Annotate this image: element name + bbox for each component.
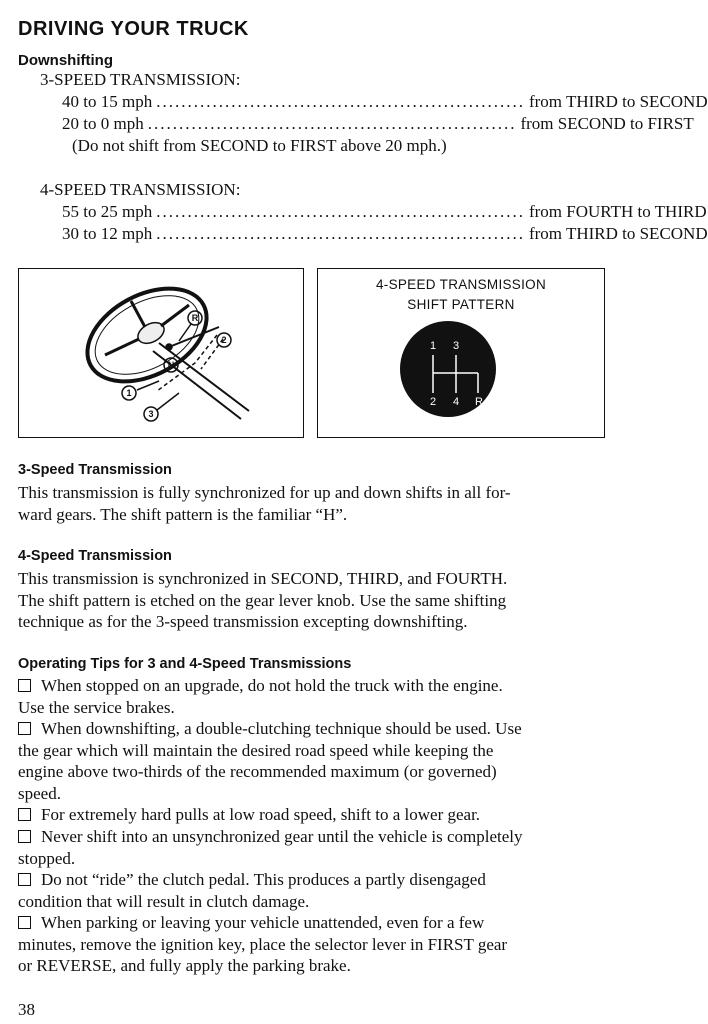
steering-column-shift-figure: [18, 268, 304, 438]
speed-range: 40 to 15 mph: [62, 92, 153, 111]
three-speed-note: (Do not shift from SECOND to FIRST above 20 mph.): [72, 136, 447, 155]
text-line: This transmission is fully synchronized for up and down shifts in all for-: [18, 483, 511, 502]
shift-instruction: from THIRD to SECOND: [528, 224, 708, 243]
text-line: ward gears. The shift pattern is the familiar “H”.: [18, 504, 348, 524]
knob-gear-2: 2: [429, 396, 437, 408]
speed-range: 55 to 25 mph: [62, 202, 153, 221]
shift-pattern-figure: [317, 268, 605, 438]
callout-1: 1: [126, 388, 132, 398]
page-number: 38: [18, 1000, 35, 1019]
tip-text-continued: minutes, remove the ignition key, place the selector lever in FIRST gear: [18, 934, 508, 954]
three-speed-row: [62, 92, 708, 114]
callout-2: 2: [221, 335, 227, 345]
four-speed-row: [62, 202, 707, 224]
four-speed-section-heading: 4-Speed Transmission: [18, 548, 172, 564]
tip-text: When stopped on an upgrade, do not hold the truck with the engine.: [41, 676, 503, 695]
tip-item: [18, 869, 608, 912]
shift-instruction: from SECOND to FIRST: [520, 114, 694, 133]
page-title: DRIVING YOUR TRUCK: [18, 18, 249, 40]
checkbox-icon: [18, 679, 31, 692]
checkbox-icon: [18, 873, 31, 886]
tip-text: When parking or leaving your vehicle unattended, even for a few: [41, 913, 485, 932]
knob-gear-4: 4: [452, 396, 460, 408]
tip-text-continued: stopped.: [18, 848, 76, 868]
dot-leader: ...........................................................: [147, 114, 517, 133]
dot-leader: ...........................................................: [156, 92, 525, 111]
callout-n: N: [167, 360, 175, 370]
steering-wheel-illustration: [19, 269, 303, 437]
knob-gear-1: 1: [429, 340, 437, 352]
checkbox-icon: [18, 916, 31, 929]
operating-tips-heading: Operating Tips for 3 and 4-Speed Transmissions: [18, 656, 352, 672]
tip-item: [18, 804, 608, 826]
dot-leader: ...........................................................: [156, 224, 525, 243]
text-line: This transmission is synchronized in SECOND, THIRD, and FOURTH.: [18, 569, 508, 588]
three-speed-row: [62, 114, 694, 136]
callout-r: R: [191, 313, 199, 323]
tip-item: [18, 718, 608, 804]
tip-text-continued: engine above two-thirds of the recommended maximum (or governed): [18, 762, 497, 781]
tip-text: When downshifting, a double-clutching technique should be used. Use: [41, 719, 522, 738]
tip-text-continued: condition that will result in clutch damage.: [18, 891, 310, 911]
tip-item: [18, 826, 608, 869]
speed-range: 30 to 12 mph: [62, 224, 153, 243]
tip-item: [18, 912, 608, 977]
speed-range: 20 to 0 mph: [62, 114, 144, 133]
checkbox-icon: [18, 808, 31, 821]
checkbox-icon: [18, 830, 31, 843]
dot-leader: ...........................................................: [156, 202, 525, 221]
tip-text-continued: Use the service brakes.: [18, 697, 175, 717]
three-speed-heading: 3-SPEED TRANSMISSION:: [40, 70, 241, 89]
shift-pattern-subtitle: SHIFT PATTERN: [407, 297, 515, 312]
tip-text-continued: or REVERSE, and fully apply the parking brake.: [18, 956, 351, 975]
four-speed-heading: 4-SPEED TRANSMISSION:: [40, 180, 241, 199]
four-speed-row: [62, 224, 708, 246]
tip-text: Do not “ride” the clutch pedal. This produces a partly disengaged: [41, 870, 486, 889]
checkbox-icon: [18, 722, 31, 735]
tip-item: [18, 675, 608, 718]
shift-instruction: from THIRD to SECOND: [528, 92, 708, 111]
tip-text-continued: speed.: [18, 783, 61, 803]
callout-3: 3: [148, 409, 154, 419]
tip-text: For extremely hard pulls at low road speed, shift to a lower gear.: [41, 805, 481, 824]
three-speed-section-heading: 3-Speed Transmission: [18, 462, 172, 478]
tip-text: Never shift into an unsynchronized gear until the vehicle is completely: [41, 827, 523, 846]
text-line: technique as for the 3-speed transmission excepting downshifting.: [18, 612, 468, 631]
knob-gear-r: R: [475, 396, 483, 408]
section-heading-downshifting: Downshifting: [18, 52, 113, 69]
shift-knob-illustration: [318, 269, 604, 437]
four-speed-section-text: [18, 568, 608, 633]
shift-instruction: from FOURTH to THIRD: [528, 202, 707, 221]
three-speed-section-text: [18, 482, 608, 525]
knob-gear-3: 3: [452, 340, 460, 352]
shift-pattern-title: 4-SPEED TRANSMISSION: [375, 277, 547, 292]
tip-text-continued: the gear which will maintain the desired road speed while keeping the: [18, 740, 494, 760]
text-line: The shift pattern is etched on the gear lever knob. Use the same shifting: [18, 590, 507, 610]
